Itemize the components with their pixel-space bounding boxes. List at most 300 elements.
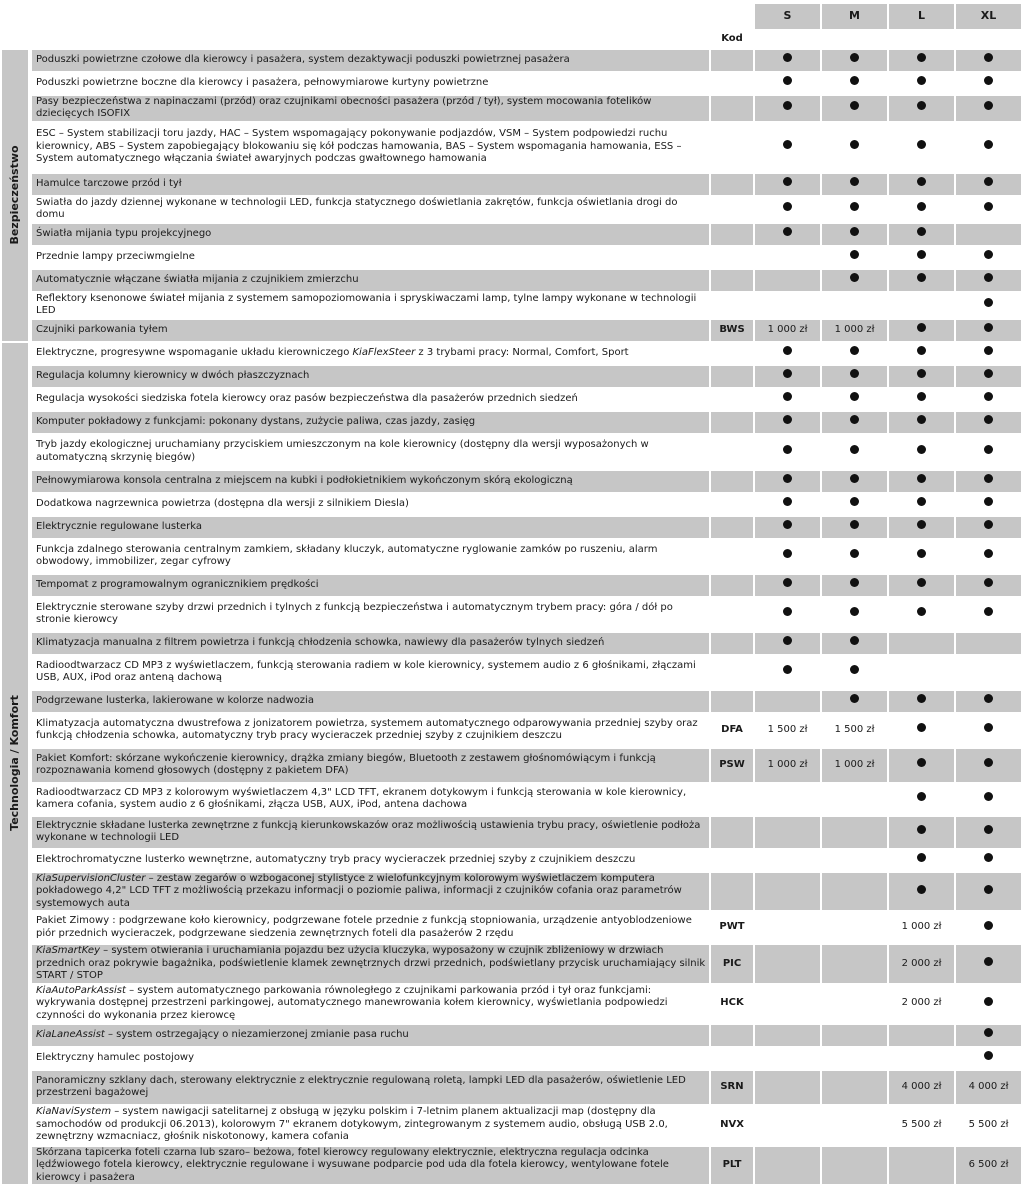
standard-dot-icon [955, 173, 1022, 196]
dot-icon [850, 369, 859, 378]
feature-text: Poduszki powietrzne czołowe dla kierowcy i pasażera, system dezaktywacji poduszki powietrznej pasażera [36, 53, 570, 65]
feature-text: Radioodtwarzacz CD MP3 z kolorowym wyświetlaczem 4,3" LCD TFT, ekranem dotykowym i funkcją sterowania w kole kierownicy, kamera cofania, system audio z 6 głośnikami, złącza USB, AUX, iPod, antena dachowa [36, 786, 687, 810]
standard-dot-icon [888, 95, 955, 122]
category-cell [2, 49, 30, 342]
dot-icon [917, 723, 926, 732]
standard-dot-icon [955, 516, 1022, 539]
standard-dot-icon [888, 816, 955, 849]
standard-dot-icon [955, 816, 1022, 849]
feature-brand-name: KiaAutoParkAssist [36, 984, 126, 996]
feature-text-continued: – system automatycznego parkowania równoległego z czujnikami parkowania przód i tył oraz funkcjami: wykrywania dostępnej przestrzeni parkingowej, automatycznego manewrowania kołem kierownicy, wyświetlania podpowiedzi czynności do wykonania przez kierowcę [36, 984, 668, 1021]
table-row [2, 911, 1022, 944]
option-code [710, 470, 754, 493]
option-code [710, 816, 754, 849]
standard-dot-icon [888, 196, 955, 223]
dot-icon [984, 323, 993, 332]
option-code [710, 632, 754, 655]
feature-text: Regulacja kolumny kierownicy w dwóch płaszczyznach [36, 369, 310, 381]
dot-icon [984, 497, 993, 506]
option-code [710, 872, 754, 912]
standard-dot-icon [955, 269, 1022, 292]
standard-dot-icon [821, 470, 888, 493]
option-price [821, 911, 888, 944]
feature-description [30, 597, 710, 632]
dot-icon [783, 607, 792, 616]
feature-description [30, 173, 710, 196]
dot-icon [984, 53, 993, 62]
option-code [710, 95, 754, 122]
table-row [2, 574, 1022, 597]
dot-icon [917, 227, 926, 236]
option-code [710, 49, 754, 72]
standard-dot-icon [955, 911, 1022, 944]
dot-icon [850, 273, 859, 282]
table-row [2, 516, 1022, 539]
dot-icon [917, 792, 926, 801]
option-price [821, 1047, 888, 1070]
standard-dot-icon [821, 690, 888, 713]
standard-dot-icon [821, 196, 888, 223]
feature-description [30, 246, 710, 269]
dot-icon [850, 694, 859, 703]
standard-dot-icon [955, 196, 1022, 223]
standard-dot-icon [888, 269, 955, 292]
standard-dot-icon [821, 434, 888, 470]
feature-description [30, 1070, 710, 1105]
dot-icon [984, 101, 993, 110]
dot-icon [917, 392, 926, 401]
dot-icon [850, 202, 859, 211]
option-price: 2 000 zł [888, 984, 955, 1024]
dot-icon [783, 101, 792, 110]
standard-dot-icon [754, 365, 821, 388]
feature-description [30, 690, 710, 713]
option-code [710, 122, 754, 173]
feature-text: Pakiet Zimowy : podgrzewane koło kierownicy, podgrzewane fotele przednie z funkcją stopniowania, urządzenie antyoblodzeniowe piór przednich wycieraczek, podgrzewane siedzenia zewnętrznych foteli dla pasażerów 2 rzędu [36, 915, 692, 939]
option-code [710, 493, 754, 516]
feature-text: Tempomat z programowalnym ogranicznikiem prędkości [36, 578, 319, 590]
feature-text-continued: – zestaw zegarów o wzbogaconej stylistyce z wielofunkcyjnym kolorowym wyświetlaczem komputera pokładowego 4,2" LCD TFT z możliwością przekazu informacji o poziomie paliwa, informacji z czujników cofania oraz parametrów systemowych auta [36, 872, 682, 909]
standard-dot-icon [955, 713, 1022, 748]
table-row [2, 72, 1022, 95]
dot-icon [984, 853, 993, 862]
option-code [710, 292, 754, 319]
standard-dot-icon [888, 849, 955, 872]
option-code [710, 342, 754, 365]
feature-text: Dodatkowa nagrzewnica powietrza (dostępna dla wersji z silnikiem Diesla) [36, 497, 409, 509]
standard-dot-icon [754, 539, 821, 574]
option-price [754, 816, 821, 849]
standard-dot-icon [888, 539, 955, 574]
dot-icon [783, 53, 792, 62]
equipment-table [2, 4, 1023, 1186]
table-row [2, 196, 1022, 223]
dot-icon [783, 76, 792, 85]
feature-description [30, 872, 710, 912]
option-price [821, 816, 888, 849]
table-row [2, 1047, 1022, 1070]
dot-icon [783, 140, 792, 149]
feature-description [30, 911, 710, 944]
feature-description [30, 849, 710, 872]
standard-dot-icon [821, 539, 888, 574]
feature-description [30, 95, 710, 122]
dot-icon [850, 607, 859, 616]
dot-icon [917, 369, 926, 378]
feature-text: Funkcja zdalnego sterowania centralnym zamkiem, składany kluczyk, automatyczne ryglowanie zamków po ruszeniu, alarm obwodowy, immobilizer, zegar cyfrowy [36, 543, 658, 567]
option-code [710, 269, 754, 292]
standard-dot-icon [821, 365, 888, 388]
option-code [710, 597, 754, 632]
standard-dot-icon [754, 597, 821, 632]
feature-description [30, 516, 710, 539]
dot-icon [850, 346, 859, 355]
standard-dot-icon [888, 690, 955, 713]
table-row [2, 1024, 1022, 1047]
feature-description [30, 632, 710, 655]
option-price: 1 000 zł [754, 748, 821, 783]
table-row [2, 470, 1022, 493]
feature-description [30, 342, 710, 365]
feature-description [30, 388, 710, 411]
dot-icon [783, 445, 792, 454]
category-label: Technologia / Komfort [7, 695, 21, 832]
dot-icon [984, 273, 993, 282]
dot-icon [984, 997, 993, 1006]
table-row [2, 539, 1022, 574]
feature-text: Elektryczny hamulec postojowy [36, 1051, 195, 1063]
dot-icon [850, 445, 859, 454]
feature-text: Pakiet Komfort: skórzane wykończenie kierownicy, drążka zmiany biegów, Bluetooth z zestawem głośnomówiącym i funkcją rozpoznawania komend głosowych (dostępny z pakietem DFA) [36, 752, 656, 776]
option-code [710, 574, 754, 597]
standard-dot-icon [888, 713, 955, 748]
option-code: PWT [710, 911, 754, 944]
dot-icon [984, 445, 993, 454]
standard-dot-icon [754, 493, 821, 516]
feature-text: Elektrochromatyczne lusterko wewnętrzne, automatyczny tryb pracy wycieraczek przedniej szyby z czujnikiem deszczu [36, 853, 636, 865]
dot-icon [917, 549, 926, 558]
standard-dot-icon [888, 434, 955, 470]
option-price [888, 1047, 955, 1070]
dot-icon [917, 202, 926, 211]
feature-description [30, 539, 710, 574]
standard-dot-icon [821, 388, 888, 411]
option-price: 5 500 zł [888, 1105, 955, 1146]
option-price [888, 1146, 955, 1186]
dot-icon [850, 636, 859, 645]
standard-dot-icon [821, 49, 888, 72]
dot-icon [917, 101, 926, 110]
standard-dot-icon [821, 72, 888, 95]
option-price [754, 984, 821, 1024]
option-code: SRN [710, 1070, 754, 1105]
dot-icon [850, 549, 859, 558]
standard-dot-icon [888, 597, 955, 632]
feature-text-continued: – system nawigacji satelitarnej z obsługą w języku polskim i 7-letnim planem aktualizacji map (dostępny dla samochodów od produkcji 06.2013), kolorowym 7" ekranem dotykowym, zintegrowanym z systemem audio, obsługą USB 2.0, zewnętrzny wzmacniacz, głośnik niskotonowy, kamera cofania [36, 1106, 668, 1143]
standard-dot-icon [955, 49, 1022, 72]
size-header-l: L [888, 4, 955, 32]
dot-icon [984, 474, 993, 483]
standard-dot-icon [955, 1047, 1022, 1070]
feature-text: Elektrycznie sterowane szyby drzwi przednich i tylnych z funkcją bezpieczeństwa i automatycznym trybem pracy: góra / dół po stronie kierowcy [36, 601, 673, 625]
standard-dot-icon [955, 493, 1022, 516]
standard-dot-icon [955, 434, 1022, 470]
dot-icon [917, 825, 926, 834]
table-row [2, 783, 1022, 816]
feature-description [30, 1146, 710, 1186]
standard-dot-icon [888, 516, 955, 539]
feature-text: Czujniki parkowania tyłem [36, 323, 168, 335]
option-price: 2 000 zł [888, 944, 955, 984]
feature-brand-name: KiaSupervisionCluster [36, 872, 146, 884]
feature-description [30, 984, 710, 1024]
standard-dot-icon [955, 72, 1022, 95]
option-price [888, 632, 955, 655]
option-code [710, 539, 754, 574]
dot-icon [917, 694, 926, 703]
standard-dot-icon [955, 388, 1022, 411]
option-price [821, 849, 888, 872]
standard-dot-icon [754, 470, 821, 493]
option-code [710, 196, 754, 223]
standard-dot-icon [955, 574, 1022, 597]
feature-text: Elektrycznie składane lusterka zewnętrzne z funkcją kierunkowskazów oraz możliwością ustawienia trybu pracy, oświetlenie podłoża wykonane w technologii LED [36, 819, 701, 843]
option-price: 1 000 zł [888, 911, 955, 944]
standard-dot-icon [754, 388, 821, 411]
dot-icon [783, 665, 792, 674]
option-code [710, 690, 754, 713]
standard-dot-icon [955, 365, 1022, 388]
option-price [821, 1070, 888, 1105]
option-code [710, 365, 754, 388]
standard-dot-icon [754, 574, 821, 597]
option-price [754, 783, 821, 816]
feature-text: Pasy bezpieczeństwa z napinaczami (przód) oraz czujnikami obecności pasażera (przód / tył), system mocowania fotelików dziecięcych ISOFIX [36, 95, 652, 119]
standard-dot-icon [754, 122, 821, 173]
dot-icon [783, 520, 792, 529]
option-price [955, 655, 1022, 690]
standard-dot-icon [955, 411, 1022, 434]
standard-dot-icon [754, 655, 821, 690]
option-price [754, 1070, 821, 1105]
option-code [710, 411, 754, 434]
table-row [2, 365, 1022, 388]
option-price [754, 849, 821, 872]
table-row [2, 269, 1022, 292]
dot-icon [917, 273, 926, 282]
option-code [710, 516, 754, 539]
option-code [710, 1047, 754, 1070]
size-header-m: M [821, 4, 888, 32]
feature-description [30, 783, 710, 816]
standard-dot-icon [888, 411, 955, 434]
size-header-xl: XL [955, 4, 1022, 32]
option-price: 1 500 zł [821, 713, 888, 748]
dot-icon [783, 474, 792, 483]
table-row [2, 849, 1022, 872]
feature-description [30, 655, 710, 690]
category-label: Bezpieczeństwo [7, 145, 21, 245]
dot-icon [783, 202, 792, 211]
standard-dot-icon [754, 342, 821, 365]
option-price [888, 655, 955, 690]
feature-description [30, 434, 710, 470]
standard-dot-icon [888, 319, 955, 342]
standard-dot-icon [888, 872, 955, 912]
standard-dot-icon [754, 95, 821, 122]
dot-icon [984, 549, 993, 558]
dot-icon [984, 346, 993, 355]
standard-dot-icon [821, 516, 888, 539]
standard-dot-icon [888, 72, 955, 95]
dot-icon [783, 415, 792, 424]
option-code [710, 783, 754, 816]
table-row [2, 388, 1022, 411]
dot-icon [850, 250, 859, 259]
dot-icon [984, 758, 993, 767]
table-row [2, 342, 1022, 365]
dot-icon [917, 445, 926, 454]
standard-dot-icon [754, 516, 821, 539]
dot-icon [917, 323, 926, 332]
dot-icon [984, 792, 993, 801]
standard-dot-icon [821, 411, 888, 434]
feature-brand-name: KiaLaneAssist [36, 1028, 105, 1040]
size-header-s: S [754, 4, 821, 32]
dot-icon [850, 140, 859, 149]
option-price: 1 500 zł [754, 713, 821, 748]
feature-text: Poduszki powietrzne boczne dla kierowcy i pasażera, pełnowymiarowe kurtyny powietrzne [36, 76, 489, 88]
option-price [821, 984, 888, 1024]
feature-text: Klimatyzacja automatyczna dwustrefowa z jonizatorem powietrza, systemem automatycznego odparowywania przedniej szyby oraz funkcją chłodzenia schowka, automatyczny tryb pracy wycieraczek przedniej szyby z czujnikiem deszczu [36, 717, 698, 741]
option-price: 1 000 zł [754, 319, 821, 342]
option-price [821, 872, 888, 912]
dot-icon [917, 853, 926, 862]
table-row [2, 632, 1022, 655]
size-header-row [2, 4, 1022, 32]
standard-dot-icon [888, 365, 955, 388]
feature-text: Światła do jazdy dziennej wykonane w technologii LED, funkcja statycznego doświetlania zakrętów, funkcja oświetlania drogi do domu [36, 196, 678, 220]
standard-dot-icon [821, 173, 888, 196]
dot-icon [984, 250, 993, 259]
dot-icon [984, 723, 993, 732]
dot-icon [984, 1028, 993, 1037]
dot-icon [984, 415, 993, 424]
standard-dot-icon [955, 342, 1022, 365]
standard-dot-icon [821, 246, 888, 269]
standard-dot-icon [888, 470, 955, 493]
dot-icon [917, 346, 926, 355]
standard-dot-icon [955, 470, 1022, 493]
option-price [888, 1024, 955, 1047]
standard-dot-icon [754, 632, 821, 655]
dot-icon [917, 415, 926, 424]
standard-dot-icon [754, 223, 821, 246]
table-row [2, 872, 1022, 912]
standard-dot-icon [754, 49, 821, 72]
dot-icon [850, 392, 859, 401]
feature-text-continued: z 3 trybami pracy: Normal, Comfort, Sport [415, 346, 629, 358]
option-price [955, 223, 1022, 246]
standard-dot-icon [888, 748, 955, 783]
table-row [2, 597, 1022, 632]
feature-text: Podgrzewane lusterka, lakierowane w kolorze nadwozia [36, 694, 314, 706]
feature-text: Przednie lampy przeciwmgielne [36, 250, 195, 262]
standard-dot-icon [821, 493, 888, 516]
option-price [821, 783, 888, 816]
option-price [754, 690, 821, 713]
table-row [2, 690, 1022, 713]
table-row [2, 493, 1022, 516]
option-code: PSW [710, 748, 754, 783]
dot-icon [783, 177, 792, 186]
dot-icon [917, 76, 926, 85]
standard-dot-icon [955, 122, 1022, 173]
standard-dot-icon [888, 574, 955, 597]
table-row [2, 748, 1022, 783]
dot-icon [850, 474, 859, 483]
standard-dot-icon [821, 574, 888, 597]
feature-description [30, 411, 710, 434]
standard-dot-icon [888, 49, 955, 72]
dot-icon [783, 636, 792, 645]
option-price: 1 000 zł [821, 748, 888, 783]
feature-text: Reflektory ksenonowe świateł mijania z systemem samopoziomowania i spryskiwaczami lamp, tylne lampy wykonane w technologii LED [36, 292, 697, 316]
option-price [821, 944, 888, 984]
dot-icon [917, 578, 926, 587]
option-price [821, 1105, 888, 1146]
option-price [754, 911, 821, 944]
table-row [2, 95, 1022, 122]
standard-dot-icon [754, 196, 821, 223]
feature-description [30, 49, 710, 72]
dot-icon [783, 392, 792, 401]
dot-icon [984, 578, 993, 587]
standard-dot-icon [955, 690, 1022, 713]
feature-description [30, 292, 710, 319]
standard-dot-icon [955, 984, 1022, 1024]
dot-icon [917, 758, 926, 767]
standard-dot-icon [821, 655, 888, 690]
standard-dot-icon [955, 849, 1022, 872]
option-code [710, 223, 754, 246]
option-price [754, 1146, 821, 1186]
dot-icon [783, 346, 792, 355]
feature-description [30, 122, 710, 173]
feature-description [30, 196, 710, 223]
feature-description [30, 365, 710, 388]
standard-dot-icon [821, 342, 888, 365]
table-row [2, 434, 1022, 470]
dot-icon [984, 177, 993, 186]
table-row [2, 319, 1022, 342]
feature-text: Regulacja wysokości siedziska fotela kierowcy oraz pasów bezpieczeństwa dla pasażerów przednich siedzeń [36, 392, 578, 404]
dot-icon [917, 520, 926, 529]
feature-text: Pełnowymiarowa konsola centralna z miejscem na kubki i podłokietnikiem wykończonym skórą ekologiczną [36, 474, 573, 486]
table-row [2, 944, 1022, 984]
feature-text: Elektrycznie regulowane lusterka [36, 520, 203, 532]
dot-icon [917, 474, 926, 483]
feature-text: Skórzana tapicerka foteli czarna lub szaro– beżowa, fotel kierowcy regulowany elektrycznie, elektryczna regulacja odcinka lędźwiowego fotela kierowcy, elektrycznie regulowane i wysuwane podparcie pod uda dla fotela kierowcy, wentylowane fotele kierowcy i pasażera [36, 1146, 669, 1183]
feature-text: Tryb jazdy ekologicznej uruchamiany przyciskiem umieszczonym na kole kierownicy (dostępny dla wersji wyposażonych w automatyczną skrzynię biegów) [36, 439, 649, 463]
option-code [710, 849, 754, 872]
feature-text-continued: – system otwierania i uruchamiania pojazdu bez użycia kluczyka, wyposażony w czujnik zbliżeniowy w drzwiach przednich oraz pokrywie bagażnika, podświetlenie klamek zewnętrznych drzwi przednich, podświetlany przycisk uruchamiający silnik START / STOP [36, 945, 706, 981]
standard-dot-icon [955, 783, 1022, 816]
dot-icon [984, 921, 993, 930]
standard-dot-icon [955, 944, 1022, 984]
table-row [2, 713, 1022, 748]
option-price [821, 1024, 888, 1047]
